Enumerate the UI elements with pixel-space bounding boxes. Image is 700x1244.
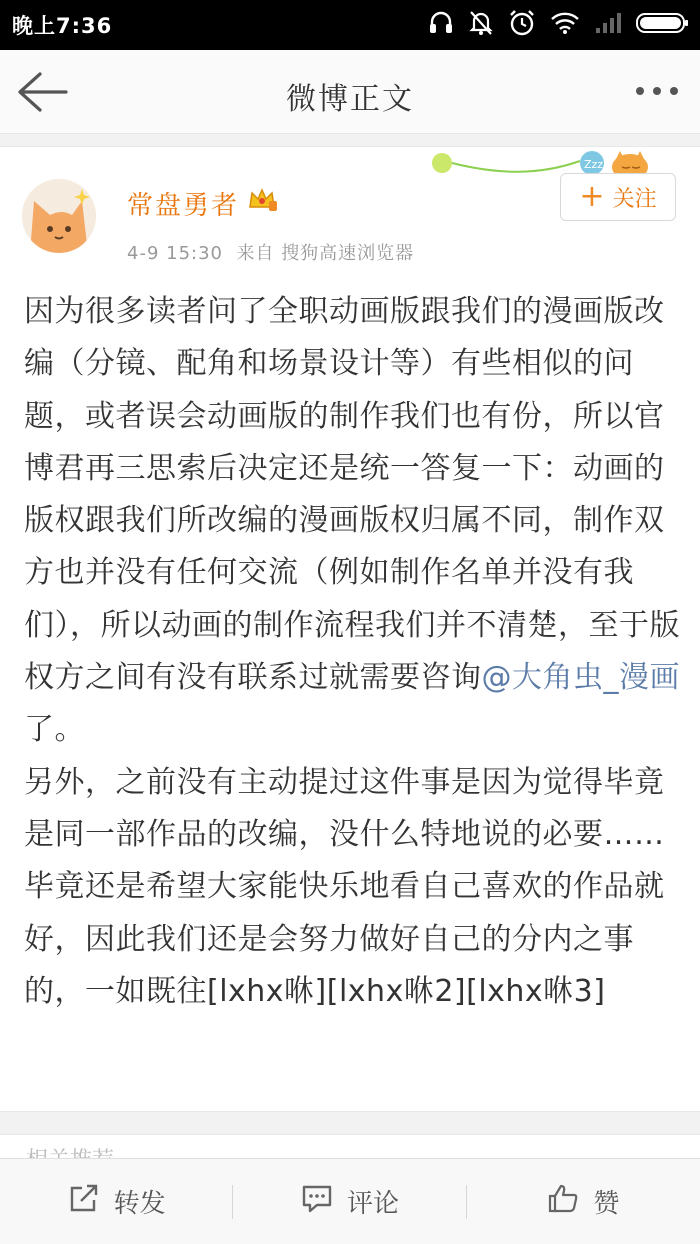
nav-bar (0, 50, 700, 134)
bell-off-icon (468, 9, 494, 41)
source-prefix: 来自 (236, 243, 275, 264)
share-icon (68, 1183, 100, 1220)
status-time: 晚上7:36 (12, 14, 113, 38)
wifi-icon (550, 11, 580, 39)
comment-button[interactable] (233, 1159, 466, 1244)
comment-icon (301, 1183, 333, 1220)
username[interactable]: 常盘勇者 (127, 191, 240, 221)
alarm-icon (508, 9, 536, 41)
signal-icon (594, 11, 622, 39)
status-icons (428, 9, 690, 41)
more-dots-icon[interactable] (634, 76, 680, 106)
comment-label: 评论 (346, 1189, 399, 1219)
post-text: 因为很多读者问了全职动画版跟我们的漫画版改编（分镜、配角和场景设计等）有些相似的问题，或者误会动画版的制作我们也有份，所以官博君再三思索后决定还是统一答复一下：动画的版权跟我们所改编的漫画版权归属不同，制作双方也并没有任何交流（例如制作名单并没有我们），所以动画的制作流程我们并不清楚，至于版权方之间有没有联系过就需要咨询 (24, 294, 680, 696)
post-time: 4-9 15:30 (127, 243, 223, 264)
post-card (0, 146, 700, 1112)
post-text: 了。 (24, 712, 85, 748)
headphones-icon (428, 10, 454, 40)
thumbs-up-icon (547, 1183, 579, 1220)
bottom-toolbar (0, 1158, 700, 1244)
plus-icon: + (579, 179, 605, 214)
svg-text:Zzz: Zzz (584, 158, 604, 171)
post-meta (127, 239, 414, 265)
post-source: 搜狗高速浏览器 (281, 243, 415, 264)
avatar[interactable] (22, 179, 96, 253)
like-label: 赞 (593, 1189, 620, 1219)
battery-icon (636, 11, 690, 39)
post-text: 另外，之前没有主动提过这件事是因为觉得毕竟是同一部作品的改编，没什么特地说的必要……毕竟还是希望大家能快乐地看自己喜欢的作品就好，因此我们还是会努力做好自己的分内之事的，一如既往[lxhx咻][lxhx咻2][lxhx咻3] (24, 764, 665, 1009)
post-body (24, 286, 684, 1018)
repost-label: 转发 (113, 1189, 166, 1219)
mention-link[interactable]: @大角虫_漫画 (481, 660, 680, 696)
page-title: 微博正文 (286, 82, 414, 117)
status-bar (0, 0, 700, 50)
crown-badge-icon[interactable] (247, 185, 277, 213)
like-button[interactable] (467, 1159, 700, 1244)
follow-label: 关注 (612, 186, 657, 212)
repost-button[interactable] (0, 1159, 233, 1244)
follow-button[interactable] (560, 173, 676, 221)
